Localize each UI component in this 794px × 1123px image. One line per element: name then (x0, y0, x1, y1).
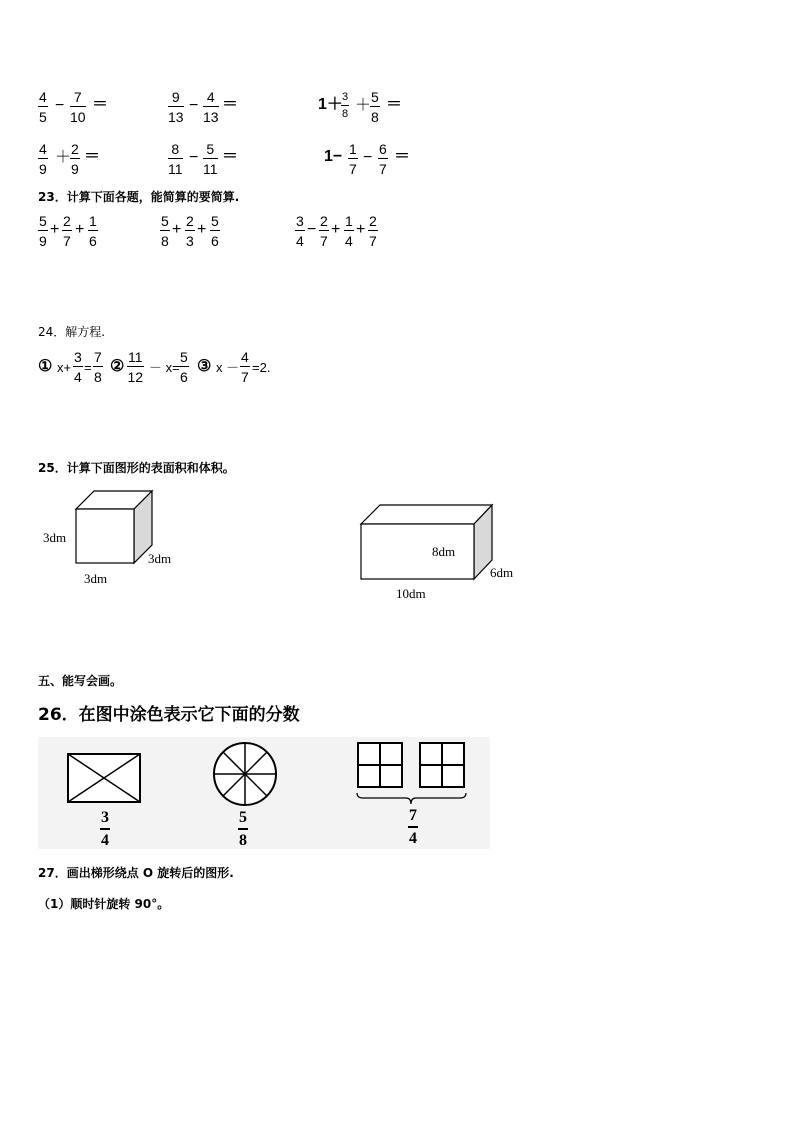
fraction: 6 7 (379, 141, 387, 177)
equals: ＝ (386, 96, 403, 113)
equals: ＝ (92, 96, 109, 113)
rectangle-shape[interactable] (66, 752, 142, 804)
fraction: 4 7 (241, 349, 249, 385)
q26-title: 26．在图中涂色表示它下面的分数 (38, 705, 300, 725)
fraction: 5 8 (239, 809, 247, 849)
operator: − (363, 149, 373, 166)
operator: + (172, 221, 182, 238)
operator: + (75, 221, 85, 238)
fraction: 4 5 (39, 89, 47, 125)
fraction: 5 8 (371, 89, 379, 125)
fraction: 1 4 (345, 213, 353, 249)
operator: − (307, 221, 317, 238)
q25-title: 25．计算下面图形的表面积和体积。 (38, 461, 235, 475)
fraction: 7 4 (409, 807, 417, 847)
q27-title: 27．画出梯形绕点 O 旋转后的图形. (38, 866, 234, 880)
equals: ＝ (394, 148, 411, 165)
cuboid-front-label: 8dm (432, 544, 456, 559)
operator: ＋ (355, 97, 372, 114)
lead-term: 1− (324, 148, 343, 165)
equals: ＝ (84, 148, 101, 165)
operator: + (197, 221, 207, 238)
circled-1: ① (38, 358, 53, 375)
fraction: 8 11 (168, 141, 183, 177)
fraction: 2 7 (369, 213, 377, 249)
eq-text: =2. (252, 360, 271, 375)
equals: ＝ (222, 96, 239, 113)
grid-squares-shape[interactable] (354, 741, 472, 811)
fraction: 7 10 (70, 89, 86, 125)
fraction: 3 4 (296, 213, 304, 249)
fraction: 4 13 (203, 89, 219, 125)
fraction: 5 6 (180, 349, 188, 385)
circled-3: ③ (197, 358, 212, 375)
fraction: 2 7 (320, 213, 328, 249)
cube-figure (70, 488, 160, 568)
q26-figure-panel (38, 737, 490, 849)
fraction: 7 8 (94, 349, 102, 385)
operator: + (356, 221, 366, 238)
equals: ＝ (222, 148, 239, 165)
fraction: 5 6 (211, 213, 219, 249)
q23-title: 23．计算下面各题，能简算的要简算. (38, 190, 240, 204)
eq-text: x+ (57, 360, 72, 375)
fraction: 3 4 (101, 809, 109, 849)
cube-left-label: 3dm (43, 530, 67, 545)
eq-text: － x= (149, 360, 180, 375)
fraction: 3 8 (342, 91, 349, 120)
cuboid-right-label: 6dm (490, 565, 514, 580)
operator: ＋ (55, 149, 72, 166)
fraction: 5 11 (203, 141, 218, 177)
q24-title: 24．解方程. (38, 325, 106, 339)
fraction: 2 9 (71, 141, 79, 177)
fraction: 5 9 (39, 213, 47, 249)
cuboid-figure (356, 500, 498, 584)
fraction: 2 3 (186, 213, 194, 249)
eq-text: x － (216, 360, 240, 375)
q27-sub1: （1）顺时针旋转 90°。 (38, 897, 170, 911)
fraction: 11 12 (127, 349, 144, 385)
fraction: 5 8 (161, 213, 169, 249)
circle-shape[interactable] (212, 741, 278, 807)
cube-right-label: 3dm (148, 551, 172, 566)
circled-2: ② (110, 358, 125, 375)
fraction: 2 7 (63, 213, 71, 249)
lead-term: 1＋ (318, 96, 343, 113)
section5-title: 五、能写会画。 (38, 674, 123, 688)
fraction: 9 13 (168, 89, 184, 125)
operator: + (50, 221, 60, 238)
operator: − (55, 97, 65, 114)
fraction: 1 7 (349, 141, 357, 177)
fraction: 3 4 (74, 349, 82, 385)
fraction: 4 9 (39, 141, 47, 177)
cube-bottom-label: 3dm (84, 571, 108, 586)
operator: − (189, 97, 199, 114)
cuboid-bottom-label: 10dm (396, 586, 426, 601)
eq-text: = (84, 360, 92, 375)
operator: − (189, 149, 199, 166)
operator: + (331, 221, 341, 238)
fraction: 1 6 (89, 213, 97, 249)
